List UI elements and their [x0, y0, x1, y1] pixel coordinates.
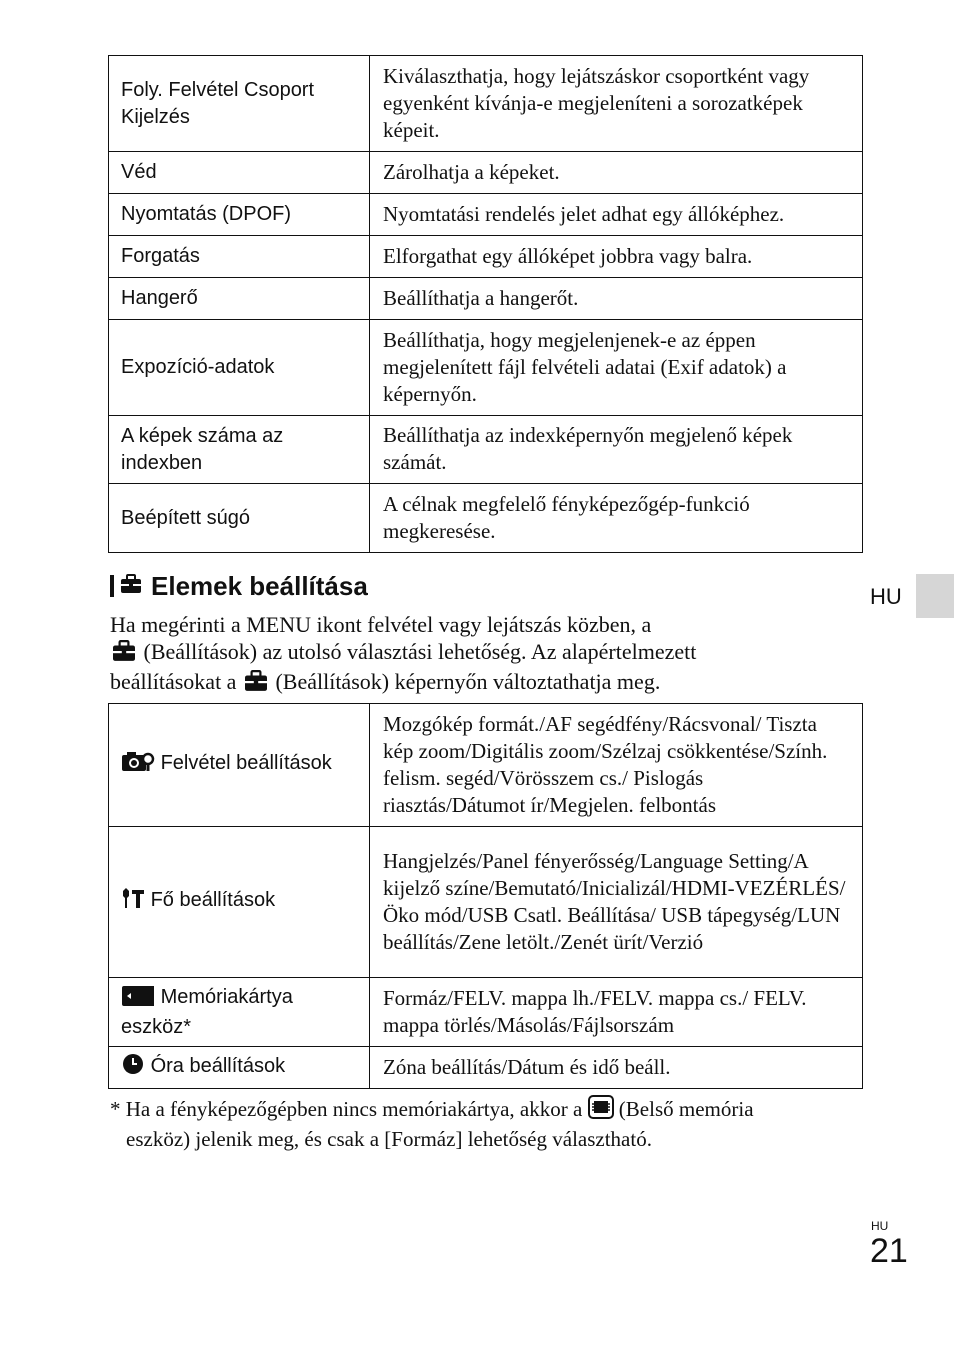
- intro-paragraph: [110, 611, 810, 698]
- camera-settings-icon: [121, 750, 155, 780]
- page-language: HU: [871, 1219, 889, 1233]
- row-label: [109, 827, 370, 978]
- memory-card-icon: [121, 986, 155, 1014]
- intro-text: (Beállítások) képernyőn változtathatja meg.: [275, 669, 661, 694]
- row-description: Zóna beállítás/Dátum és idő beáll.: [370, 1047, 863, 1089]
- row-label: [109, 978, 370, 1047]
- row-description: Beállíthatja a hangerőt.: [370, 278, 863, 320]
- heading-marker: [110, 575, 114, 597]
- table-row: [109, 236, 863, 278]
- toolbox-icon: [120, 574, 142, 599]
- intro-text: (Beállítások) az utolsó választási lehetőség. Az alapértelmezett beállításokat a: [110, 639, 697, 694]
- table-row: [109, 704, 863, 827]
- row-label-text: Óra beállítások: [150, 1054, 286, 1077]
- table-row: [109, 152, 863, 194]
- settings-table: [108, 703, 863, 1089]
- toolbox-icon: [110, 640, 138, 668]
- row-label-text: Felvétel beállítások: [160, 752, 332, 774]
- table-row: [109, 278, 863, 320]
- playback-menu-table: [108, 55, 863, 553]
- intro-text: Ha megérinti a MENU ikont felvétel vagy lejátszás közben, a: [110, 612, 652, 637]
- page-number: 21: [870, 1232, 908, 1270]
- row-description: Formáz/FELV. mappa lh./FELV. mappa cs./ FELV. mappa törlés/Másolás/Fájlsorszám: [370, 978, 863, 1047]
- row-label: Foly. Felvétel Csoport Kijelzés: [109, 56, 370, 152]
- row-description: Mozgókép formát./AF segédfény/Rácsvonal/ Tiszta kép zoom/Digitális zoom/Szélzaj csökkentése/Szính. felism. segéd/Vörösszem cs./ Pislogás riasztás/Dátumot ír/Megjelen. felbontás: [370, 704, 863, 827]
- footnote-text: * Ha a fényképezőgépben nincs memóriakártya, akkor a: [110, 1097, 583, 1121]
- row-description: Beállíthatja, hogy megjelenjenek-e az éppen megjelenített fájl felvételi adatai (Exif adatok) a képernyőn.: [370, 320, 863, 416]
- clock-icon: [121, 1053, 145, 1083]
- row-description: Zárolhatja a képeket.: [370, 152, 863, 194]
- table-row: [109, 1047, 863, 1089]
- table-row: [109, 320, 863, 416]
- side-tab-label: HU: [870, 584, 902, 609]
- row-description: Elforgathat egy állóképet jobbra vagy balra.: [370, 236, 863, 278]
- row-description: A célnak megfelelő fényképezőgép-funkció megkeresése.: [370, 484, 863, 553]
- row-description: Nyomtatási rendelés jelet adhat egy állóképhez.: [370, 194, 863, 236]
- side-tab: [916, 574, 954, 618]
- row-description: Beállíthatja az indexképernyőn megjelenő képek számát.: [370, 416, 863, 484]
- section-title: Elemek beállítása: [151, 570, 368, 601]
- footnote-text: (Belső memória: [618, 1097, 754, 1121]
- internal-memory-icon: [588, 1095, 614, 1126]
- row-label: Véd: [109, 152, 370, 194]
- table-row: [109, 56, 863, 152]
- row-label-text: Fő beállítások: [150, 889, 276, 911]
- table-row: [109, 484, 863, 553]
- table-row: [109, 194, 863, 236]
- row-label: Forgatás: [109, 236, 370, 278]
- footnote: [110, 1095, 870, 1153]
- row-label-text: Memóriakártya eszköz*: [121, 985, 293, 1038]
- row-label: Expozíció-adatok: [109, 320, 370, 416]
- wrench-icon: [121, 887, 145, 917]
- table-row: [109, 827, 863, 978]
- row-description: Hangjelzés/Panel fényerősség/Language Setting/A kijelző színe/Bemutató/Inicializál/HDMI-VEZÉRLÉS/Öko mód/USB Csatl. Beállítása/ USB tápegység/LUN beállítás/Zene letölt./Zenét ürít/Verzió: [370, 827, 863, 978]
- toolbox-icon: [242, 670, 270, 698]
- row-description: Kiválaszthatja, hogy lejátszáskor csoportként vagy egyenként kívánja-e megjeleníteni a sorozatképek képeit.: [370, 56, 863, 152]
- footnote-text: eszköz) jelenik meg, és csak a [Formáz] lehetőség választható.: [126, 1127, 652, 1151]
- row-label: Nyomtatás (DPOF): [109, 194, 370, 236]
- table-row: [109, 978, 863, 1047]
- row-label: Beépített súgó: [109, 484, 370, 553]
- table-row: [109, 416, 863, 484]
- row-label: Hangerő: [109, 278, 370, 320]
- row-label: [109, 1047, 370, 1089]
- section-heading: [110, 569, 368, 603]
- row-label: A képek száma az indexben: [109, 416, 370, 484]
- row-label: [109, 704, 370, 827]
